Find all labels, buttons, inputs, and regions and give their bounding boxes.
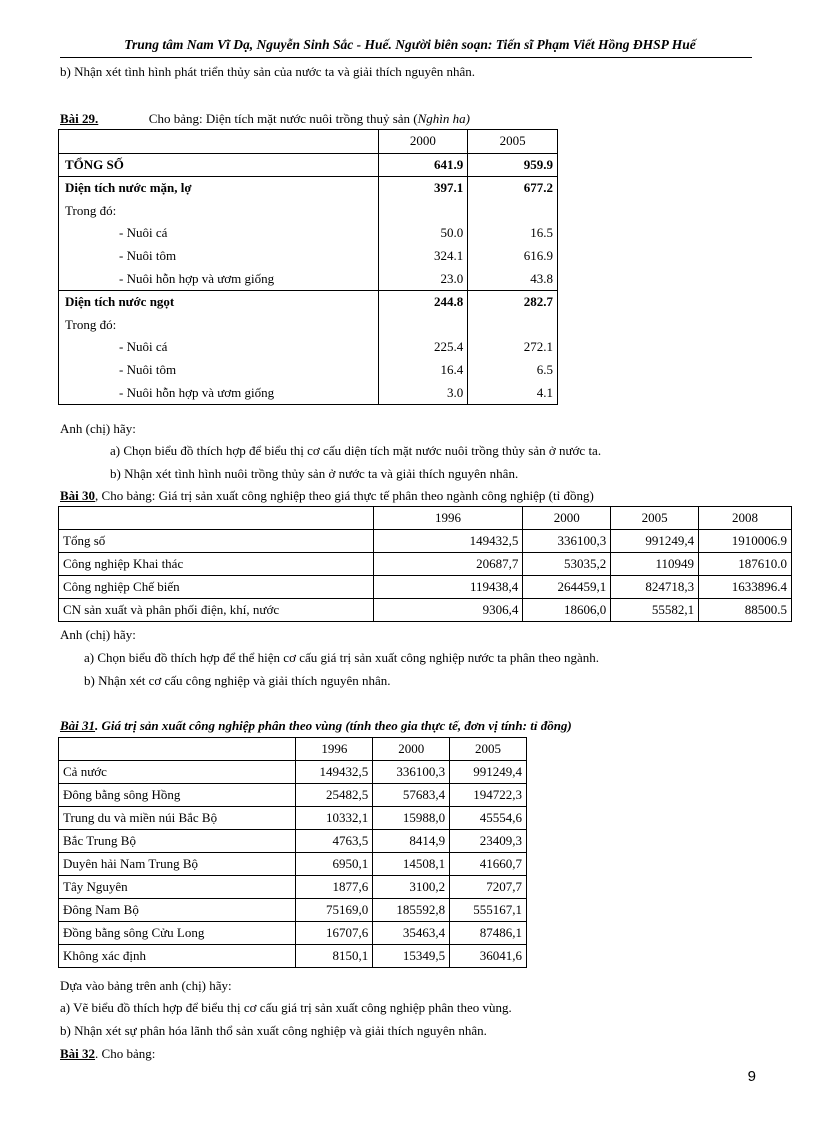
value-cell bbox=[378, 200, 468, 223]
table-row bbox=[59, 553, 792, 576]
value-cell: 641.9 bbox=[378, 153, 468, 177]
value-cell: 15349,5 bbox=[373, 945, 450, 968]
table-row bbox=[59, 336, 558, 359]
value-cell: 264459,1 bbox=[523, 576, 611, 599]
value-cell: 616.9 bbox=[468, 245, 558, 268]
value-cell: 23.0 bbox=[378, 268, 468, 291]
value-cell: 991249,4 bbox=[611, 530, 699, 553]
table-row bbox=[59, 576, 792, 599]
row-label: CN sản xuất và phân phối điện, khí, nước bbox=[59, 599, 374, 622]
header-year-cell: 1996 bbox=[296, 738, 373, 761]
header-blank-cell bbox=[59, 507, 374, 530]
bai29-label: Bài 29. bbox=[60, 111, 99, 126]
table-row bbox=[59, 853, 527, 876]
bai30-table bbox=[58, 506, 792, 622]
value-cell: 991249,4 bbox=[450, 761, 527, 784]
header-blank-cell bbox=[59, 130, 379, 154]
table-row bbox=[59, 807, 527, 830]
value-cell: 555167,1 bbox=[450, 899, 527, 922]
table-row bbox=[59, 922, 527, 945]
row-label: Đồng bằng sông Cửu Long bbox=[59, 922, 296, 945]
table-row bbox=[59, 876, 527, 899]
row-label: - Nuôi tôm bbox=[59, 245, 379, 268]
value-cell: 16.4 bbox=[378, 359, 468, 382]
value-cell: 336100,3 bbox=[373, 761, 450, 784]
value-cell: 282.7 bbox=[468, 291, 558, 314]
bai30-heading bbox=[60, 488, 594, 504]
value-cell: 20687,7 bbox=[373, 553, 523, 576]
value-cell: 324.1 bbox=[378, 245, 468, 268]
table-header-row bbox=[59, 130, 558, 154]
value-cell: 110949 bbox=[611, 553, 699, 576]
bai30-question-a: a) Chọn biểu đồ thích hợp để thể hiện cơ cấu giá trị sản xuất công nghiệp nước ta phân theo ngành. bbox=[84, 650, 600, 665]
row-label: Công nghiệp Chế biến bbox=[59, 576, 374, 599]
row-label: TỔNG SỐ bbox=[59, 153, 379, 177]
header-year-cell: 2000 bbox=[373, 738, 450, 761]
value-cell: 8150,1 bbox=[296, 945, 373, 968]
table-row bbox=[59, 153, 558, 177]
table-row bbox=[59, 245, 558, 268]
page-number: 9 bbox=[747, 1068, 756, 1085]
bai31-question-a: a) Vẽ biểu đồ thích hợp để biểu thị cơ cấu giá trị sản xuất công nghiệp phân theo vùng. bbox=[60, 1000, 512, 1015]
value-cell: 1910006.9 bbox=[699, 530, 792, 553]
value-cell: 959.9 bbox=[468, 153, 558, 177]
table-row bbox=[59, 382, 558, 405]
value-cell: 824718,3 bbox=[611, 576, 699, 599]
value-cell: 50.0 bbox=[378, 222, 468, 245]
table-row bbox=[59, 784, 527, 807]
value-cell: 7207,7 bbox=[450, 876, 527, 899]
header-year-cell: 2005 bbox=[468, 130, 558, 154]
header-year-cell: 2005 bbox=[611, 507, 699, 530]
value-cell: 35463,4 bbox=[373, 922, 450, 945]
bai29-question-a: a) Chọn biểu đồ thích hợp để biểu thị cơ cấu diện tích mặt nước nuôi trồng thủy sản ở nước ta. bbox=[110, 443, 602, 458]
row-label: Trong đó: bbox=[59, 314, 379, 337]
bai31-heading bbox=[60, 718, 572, 734]
value-cell: 41660,7 bbox=[450, 853, 527, 876]
row-label: Diện tích nước mặn, lợ bbox=[59, 177, 379, 200]
table-row bbox=[59, 599, 792, 622]
value-cell: 149432,5 bbox=[373, 530, 523, 553]
header-year-cell: 2008 bbox=[699, 507, 792, 530]
value-cell: 3100,2 bbox=[373, 876, 450, 899]
value-cell: 185592,8 bbox=[373, 899, 450, 922]
bai29-question-b: b) Nhận xét tình hình nuôi trồng thủy sản ở nước ta và giải thích nguyên nhân. bbox=[110, 466, 519, 481]
bai29-unit: Nghìn ha) bbox=[417, 111, 470, 126]
value-cell: 25482,5 bbox=[296, 784, 373, 807]
bai30-label: Bài 30 bbox=[60, 488, 96, 503]
value-cell: 677.2 bbox=[468, 177, 558, 200]
header-blank-cell bbox=[59, 738, 296, 761]
bai30-title: , Cho bảng: Giá trị sản xuất công nghiệp theo giá thực tế phân theo ngành công nghiệp (tỉ đồng) bbox=[95, 488, 594, 503]
row-label: Tổng số bbox=[59, 530, 374, 553]
value-cell: 6950,1 bbox=[296, 853, 373, 876]
bai31-ask: Dựa vào bảng trên anh (chị) hãy: bbox=[60, 978, 232, 993]
row-label: Công nghiệp Khai thác bbox=[59, 553, 374, 576]
row-label: - Nuôi cá bbox=[59, 222, 379, 245]
value-cell: 23409,3 bbox=[450, 830, 527, 853]
table-row bbox=[59, 291, 558, 314]
bai31-label: Bài 31 bbox=[60, 718, 96, 733]
bai31-table bbox=[58, 737, 527, 968]
header-year-cell: 2000 bbox=[378, 130, 468, 154]
value-cell: 1877,6 bbox=[296, 876, 373, 899]
table-header-row bbox=[59, 507, 792, 530]
bai29-title: Cho bảng: Diện tích mặt nước nuôi trồng thuỷ sản ( bbox=[148, 111, 418, 126]
bai32-title: . Cho bảng: bbox=[95, 1046, 156, 1061]
value-cell: 272.1 bbox=[468, 336, 558, 359]
header-year-cell: 1996 bbox=[373, 507, 523, 530]
value-cell: 16.5 bbox=[468, 222, 558, 245]
table-row bbox=[59, 314, 558, 337]
value-cell: 187610.0 bbox=[699, 553, 792, 576]
value-cell: 397.1 bbox=[378, 177, 468, 200]
value-cell: 4763,5 bbox=[296, 830, 373, 853]
table-header-row bbox=[59, 738, 527, 761]
row-label: - Nuôi cá bbox=[59, 336, 379, 359]
row-label: Trung du và miền núi Bắc Bộ bbox=[59, 807, 296, 830]
table-row bbox=[59, 200, 558, 223]
value-cell: 15988,0 bbox=[373, 807, 450, 830]
value-cell: 10332,1 bbox=[296, 807, 373, 830]
bai31-title: . Giá trị sản xuất công nghiệp phân theo vùng (tính theo gia thực tế, đơn vị tính: tỉ đồng) bbox=[95, 718, 572, 733]
row-label: - Nuôi tôm bbox=[59, 359, 379, 382]
value-cell: 336100,3 bbox=[523, 530, 611, 553]
row-label: Không xác định bbox=[59, 945, 296, 968]
table-row bbox=[59, 222, 558, 245]
table-row bbox=[59, 899, 527, 922]
bai30-ask: Anh (chị) hãy: bbox=[60, 627, 136, 642]
value-cell: 18606,0 bbox=[523, 599, 611, 622]
row-label: Diện tích nước ngọt bbox=[59, 291, 379, 314]
header-year-cell: 2005 bbox=[450, 738, 527, 761]
value-cell: 36041,6 bbox=[450, 945, 527, 968]
header-divider bbox=[60, 57, 752, 58]
row-label: Duyên hải Nam Trung Bộ bbox=[59, 853, 296, 876]
value-cell: 88500.5 bbox=[699, 599, 792, 622]
bai32-label: Bài 32 bbox=[60, 1046, 96, 1061]
intro-line: b) Nhận xét tình hình phát triển thủy sản của nước ta và giải thích nguyên nhân. bbox=[60, 64, 476, 79]
bai29-table bbox=[58, 129, 558, 405]
bai30-question-b: b) Nhận xét cơ cấu công nghiệp và giải thích nguyên nhân. bbox=[84, 673, 391, 688]
table-row bbox=[59, 177, 558, 200]
value-cell: 3.0 bbox=[378, 382, 468, 405]
row-label: Tây Nguyên bbox=[59, 876, 296, 899]
value-cell: 6.5 bbox=[468, 359, 558, 382]
value-cell: 8414,9 bbox=[373, 830, 450, 853]
value-cell bbox=[468, 314, 558, 337]
row-label: Đông Nam Bộ bbox=[59, 899, 296, 922]
row-label: - Nuôi hỗn hợp và ươm giống bbox=[59, 382, 379, 405]
value-cell: 14508,1 bbox=[373, 853, 450, 876]
value-cell: 45554,6 bbox=[450, 807, 527, 830]
table-row bbox=[59, 530, 792, 553]
value-cell: 16707,6 bbox=[296, 922, 373, 945]
page-header: Trung tâm Nam Vĩ Dạ, Nguyễn Sinh Sắc - Huế. Người biên soạn: Tiến sĩ Phạm Viết Hồng ĐHSP Huế bbox=[124, 37, 696, 52]
bai32-heading bbox=[60, 1046, 155, 1062]
value-cell: 75169,0 bbox=[296, 899, 373, 922]
row-label: Đông bằng sông Hồng bbox=[59, 784, 296, 807]
table-row bbox=[59, 761, 527, 784]
value-cell: 9306,4 bbox=[373, 599, 523, 622]
value-cell: 55582,1 bbox=[611, 599, 699, 622]
header-year-cell: 2000 bbox=[523, 507, 611, 530]
value-cell: 87486,1 bbox=[450, 922, 527, 945]
value-cell: 244.8 bbox=[378, 291, 468, 314]
table-row bbox=[59, 945, 527, 968]
value-cell: 194722,3 bbox=[450, 784, 527, 807]
value-cell: 53035,2 bbox=[523, 553, 611, 576]
value-cell bbox=[378, 314, 468, 337]
value-cell: 119438,4 bbox=[373, 576, 523, 599]
value-cell bbox=[468, 200, 558, 223]
row-label: - Nuôi hỗn hợp và ươm giống bbox=[59, 268, 379, 291]
table-row bbox=[59, 830, 527, 853]
row-label: Bắc Trung Bộ bbox=[59, 830, 296, 853]
value-cell: 4.1 bbox=[468, 382, 558, 405]
table-row bbox=[59, 268, 558, 291]
table-row bbox=[59, 359, 558, 382]
value-cell: 43.8 bbox=[468, 268, 558, 291]
bai29-heading bbox=[60, 111, 470, 127]
bai31-question-b: b) Nhận xét sự phân hóa lãnh thổ sản xuất công nghiệp và giải thích nguyên nhân. bbox=[60, 1023, 487, 1038]
value-cell: 1633896.4 bbox=[699, 576, 792, 599]
value-cell: 225.4 bbox=[378, 336, 468, 359]
row-label: Cả nước bbox=[59, 761, 296, 784]
row-label: Trong đó: bbox=[59, 200, 379, 223]
value-cell: 149432,5 bbox=[296, 761, 373, 784]
value-cell: 57683,4 bbox=[373, 784, 450, 807]
bai29-ask: Anh (chị) hãy: bbox=[60, 421, 136, 436]
